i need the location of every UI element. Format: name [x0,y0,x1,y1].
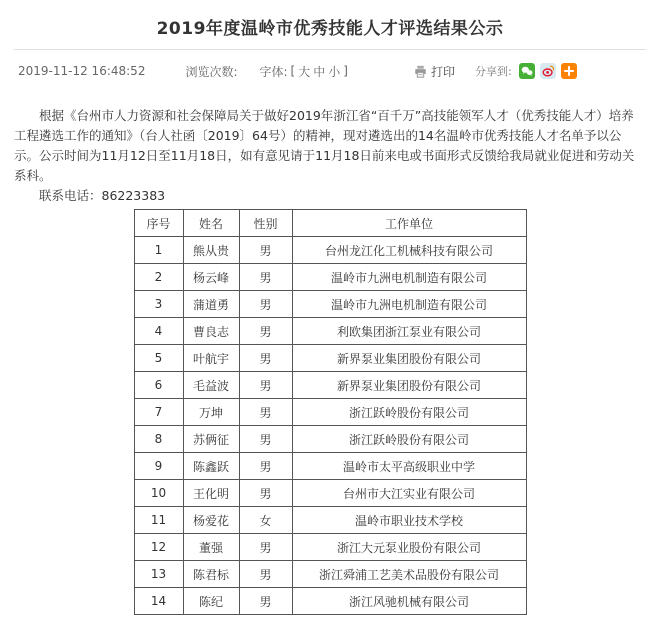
table-row [134,318,526,345]
font-size-large-button[interactable]: 大 [298,64,311,79]
printer-icon [414,65,427,78]
views-label: 浏览次数: [185,64,238,79]
table-cell: 男 [239,291,292,318]
column-header-3: 工作单位 [292,210,526,237]
table-cell: 男 [239,453,292,480]
table-cell: 蒲道勇 [183,291,239,318]
publish-datetime: 2019-11-12 16:48:52 [18,64,146,78]
table-cell: 董强 [183,534,239,561]
table-cell: 女 [239,507,292,534]
table-cell: 男 [239,534,292,561]
table-cell: 杨云峰 [183,264,239,291]
table-cell: 男 [239,480,292,507]
table-cell: 台州龙江化工机械科技有限公司 [292,237,526,264]
table-cell: 杨爱花 [183,507,239,534]
table-cell: 王化明 [183,480,239,507]
table-cell: 9 [134,453,183,480]
table-cell: 2 [134,264,183,291]
article-body [0,92,660,206]
share-wechat-button[interactable] [519,63,535,79]
table-cell: 浙江风驰机械有限公司 [292,588,526,615]
table-cell: 男 [239,561,292,588]
share-bar [475,63,577,79]
table-cell: 10 [134,480,183,507]
wechat-icon [519,63,535,79]
table-cell: 浙江大元泵业股份有限公司 [292,534,526,561]
table-cell: 男 [239,345,292,372]
table-cell: 男 [239,318,292,345]
column-header-0: 序号 [134,210,183,237]
table-row [134,507,526,534]
results-table [134,209,527,615]
column-header-2: 性别 [239,210,292,237]
table-row [134,264,526,291]
column-header-1: 姓名 [183,210,239,237]
table-cell: 4 [134,318,183,345]
table-cell: 7 [134,399,183,426]
table-cell: 浙江舜浦工艺美术品股份有限公司 [292,561,526,588]
share-more-button[interactable] [561,63,577,79]
table-row [134,426,526,453]
table-cell: 男 [239,264,292,291]
meta-bar [0,50,660,92]
table-cell: 苏俩征 [183,426,239,453]
table-cell: 男 [239,426,292,453]
table-cell: 万坤 [183,399,239,426]
table-cell: 男 [239,237,292,264]
font-bracket-close: ] [343,64,348,78]
table-cell: 陈君标 [183,561,239,588]
table-cell: 新界泵业集团股份有限公司 [292,345,526,372]
table-cell: 温岭市九洲电机制造有限公司 [292,264,526,291]
table-cell: 5 [134,345,183,372]
table-cell: 浙江跃岭股份有限公司 [292,426,526,453]
table-row [134,588,526,615]
table-row [134,372,526,399]
table-cell: 男 [239,399,292,426]
table-cell: 男 [239,588,292,615]
table-cell: 毛益波 [183,372,239,399]
table-cell: 台州市大江实业有限公司 [292,480,526,507]
table-cell: 14 [134,588,183,615]
table-row [134,480,526,507]
font-size-small-button[interactable]: 小 [328,64,341,79]
contact-phone: 联系电话：86223383 [39,188,166,203]
table-cell: 陈纪 [183,588,239,615]
announcement-paragraph: 根据《台州市人力资源和社会保障局关于做好2019年浙江省“百千万”高技能领军人才（优秀技能人才）培养工程遴选工作的通知》（台人社函〔2019〕64号）的精神，现对遴选出的14名温岭市优秀技能人才名单予以公示。公示时间为11月12日至11月18日，如有意见请于11月18日前来电或书面形式反馈给我局就业促进和劳动关系科。 [14,108,635,183]
table-row [134,345,526,372]
table-row [134,237,526,264]
table-row [134,534,526,561]
table-cell: 11 [134,507,183,534]
table-cell: 6 [134,372,183,399]
table-cell: 温岭市九洲电机制造有限公司 [292,291,526,318]
table-cell: 男 [239,372,292,399]
table-cell: 新界泵业集团股份有限公司 [292,372,526,399]
share-more-icon [561,63,577,79]
table-cell: 温岭市职业技术学校 [292,507,526,534]
font-size-control [260,63,348,80]
font-label: 字体: [259,64,288,79]
table-cell: 1 [134,237,183,264]
font-bracket-open: [ [290,64,296,78]
table-cell: 陈鑫跃 [183,453,239,480]
table-cell: 熊从贵 [183,237,239,264]
results-table-wrap [0,209,660,615]
table-row [134,291,526,318]
table-cell: 叶航宇 [183,345,239,372]
font-size-medium-button[interactable]: 中 [313,64,326,79]
table-row [134,399,526,426]
table-cell: 13 [134,561,183,588]
table-cell: 8 [134,426,183,453]
table-cell: 利欧集团浙江泵业有限公司 [292,318,526,345]
table-row [134,561,526,588]
page-title: 2019年度温岭市优秀技能人才评选结果公示 [156,19,504,39]
table-header-row [134,210,526,237]
table-body [134,237,526,615]
table-cell: 温岭市太平高级职业中学 [292,453,526,480]
print-button[interactable] [414,63,455,80]
table-cell: 3 [134,291,183,318]
print-label: 打印 [430,64,455,79]
table-row [134,453,526,480]
table-cell: 浙江跃岭股份有限公司 [292,399,526,426]
table-cell: 曹良志 [183,318,239,345]
table-cell: 12 [134,534,183,561]
share-weibo-button[interactable] [540,63,556,79]
weibo-icon [540,63,556,79]
share-label: 分享到: [474,65,512,78]
